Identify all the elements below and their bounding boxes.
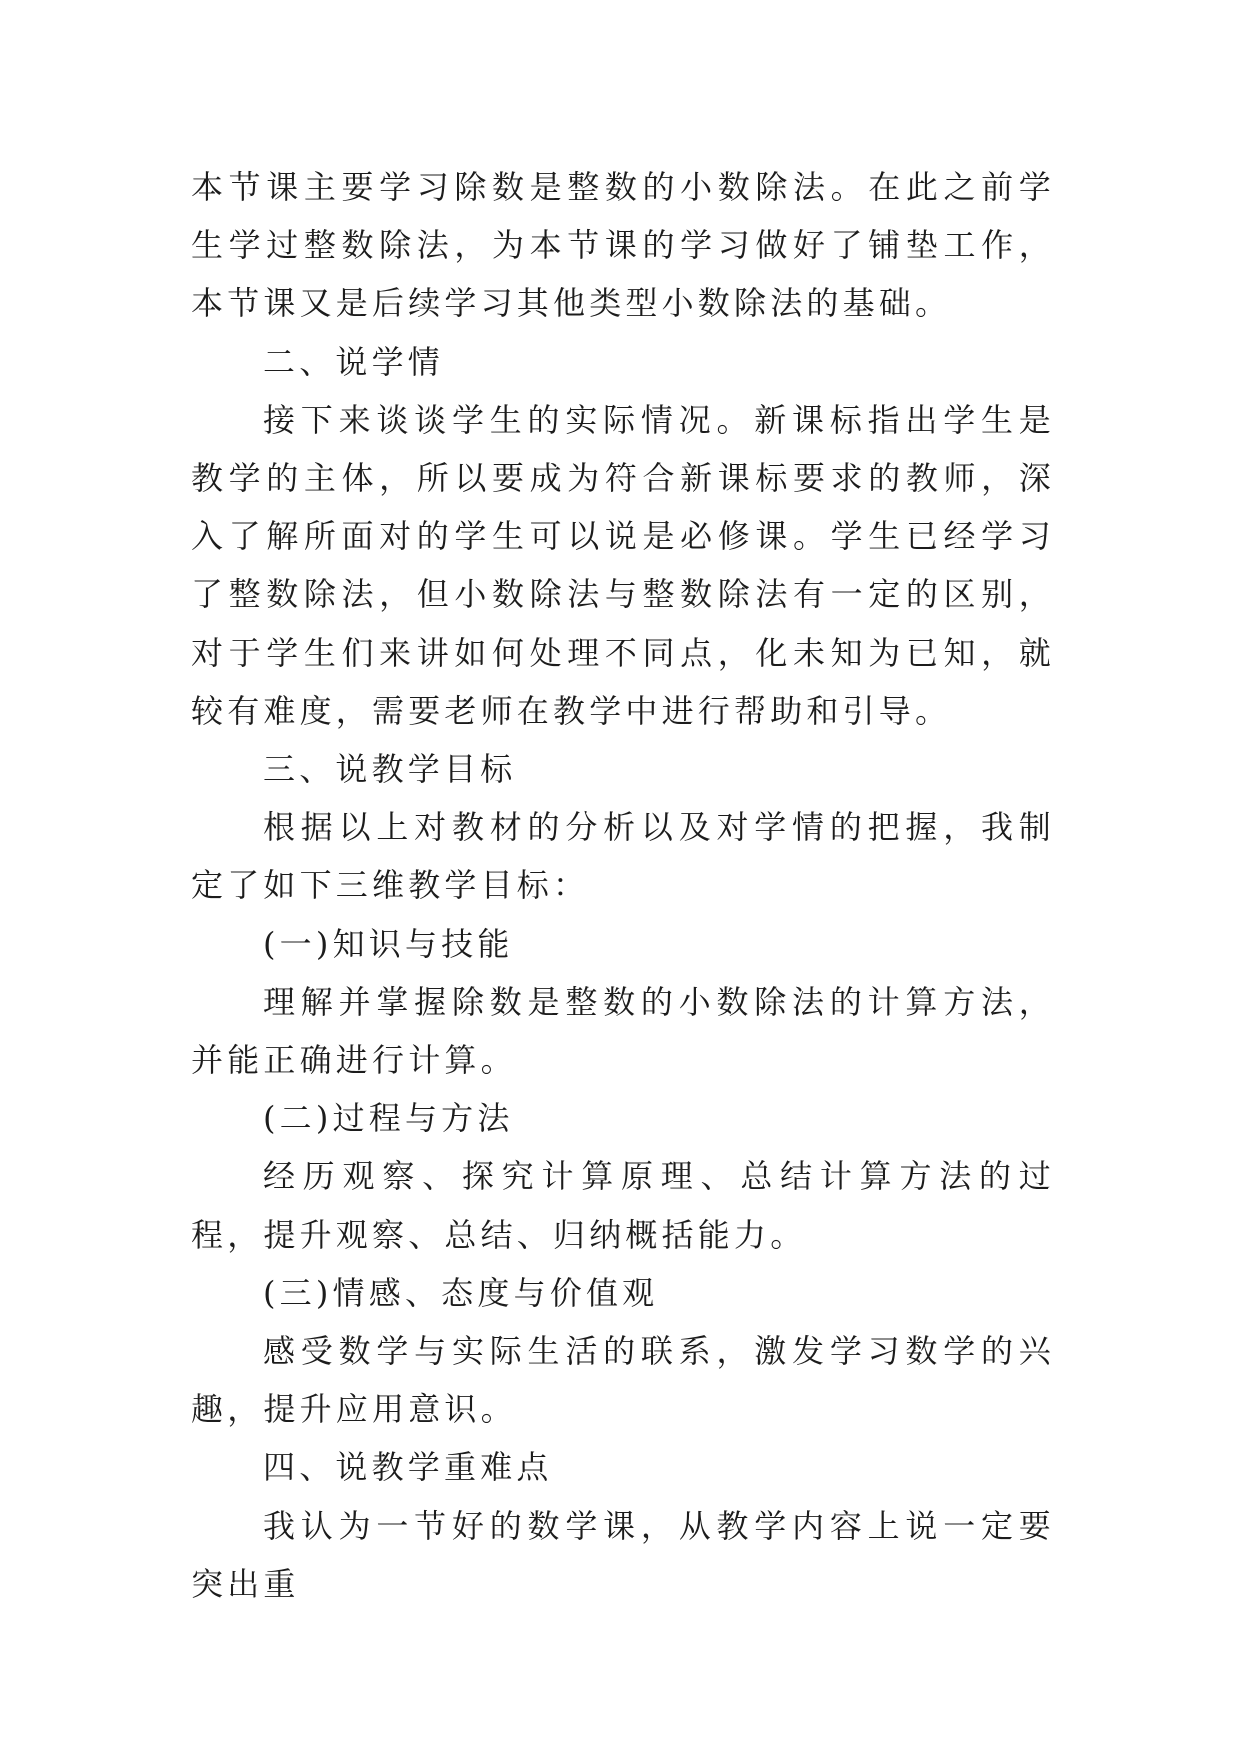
subheading-process-methods: (二)过程与方法 — [263, 1099, 514, 1138]
heading-teaching-goals: 三、说教学目标 — [263, 750, 517, 789]
heading-key-difficult-points: 四、说教学重难点 — [263, 1448, 553, 1487]
paragraph-key-difficult-points: 我认为一节好的数学课，从教学内容上说一定要突出重 — [191, 1506, 1055, 1603]
paragraph-knowledge-skills: 理解并掌握除数是整数的小数除法的计算方法，并能正确进行计算。 — [191, 982, 1055, 1080]
paragraph-emotion-attitude-values: 感受数学与实际生活的联系，激发学习数学的兴趣，提升应用意识。 — [191, 1332, 1055, 1429]
paragraph-intro: 本节课主要学习除数是整数的小数除法。在此之前学生学过整数除法，为本节课的学习做好了铺垫工作，本节课又是后续学习其他类型小数除法的基础。 — [191, 168, 1055, 323]
paragraph-learning-situation: 接下来谈谈学生的实际情况。新课标指出学生是教学的主体，所以要成为符合新课标要求的教师，深入了解所面对的学生可以说是必修课。学生已经学习了整数除法，但小数除法与整数除法有一定的区别，对于学生们来讲如何处理不同点，化未知为已知，就较有难度，需要老师在教学中进行帮助和引导。 — [191, 400, 1055, 730]
subheading-emotion-attitude-values: (三)情感、态度与价值观 — [263, 1273, 659, 1312]
heading-learning-situation: 二、说学情 — [263, 342, 445, 381]
paragraph-process-methods: 经历观察、探究计算原理、总结计算方法的过程，提升观察、总结、归纳概括能力。 — [191, 1157, 1055, 1254]
body-text — [191, 158, 1055, 1613]
paragraph-teaching-goals: 根据以上对教材的分析以及对学情的把握，我制定了如下三维教学目标： — [191, 808, 1055, 905]
subheading-knowledge-skills: (一)知识与技能 — [263, 924, 514, 963]
